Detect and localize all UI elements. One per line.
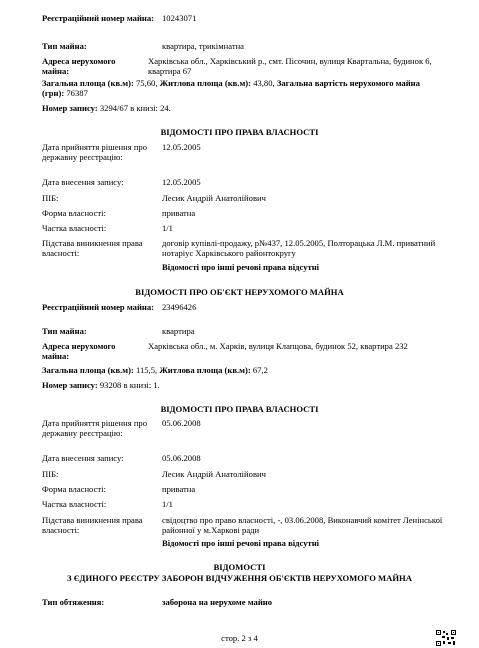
address-label: Адреса нерухомого майна: (42, 56, 116, 76)
reg-number-label-2: Реєстраційний номер майна: (42, 302, 155, 312)
ownership-share-value-2: 1/1 (162, 499, 173, 509)
ownership-form-label-2: Форма власності: (42, 484, 106, 494)
living-area-label: Житлова площа (кв.м): (159, 78, 252, 88)
object-heading: ВІДОМОСТІ ПРО ОБ'ЄКТ НЕРУХОМОГО МАЙНА (135, 287, 344, 297)
ban-heading-line1: ВІДОМОСТІ (213, 562, 266, 572)
total-area-value: 75,60, (135, 78, 158, 88)
qr-code-icon (436, 630, 456, 646)
total-area-label-2: Загальна площа (кв.м): (42, 365, 134, 375)
property-type-label: Тип майна: (42, 41, 87, 51)
property-type-value-2: квартира (162, 326, 195, 336)
decision-date-value-2: 05.06.2008 (162, 418, 201, 428)
ban-heading-line2: З ЄДИНОГО РЕЄСТРУ ЗАБОРОН ВІДЧУЖЕННЯ ОБ'ЄКТІВ НЕРУХОМОГО МАЙНА (67, 573, 412, 583)
ownership-form-value: приватна (162, 208, 196, 218)
total-area-value-2: 115,5, (135, 365, 158, 375)
property-type-label-2: Тип майна: (42, 326, 87, 336)
address-value-2: Харківська обл., м. Харків, вулиця Клапцова, будинок 52, квартира 232 (148, 341, 408, 351)
ownership-share-value: 1/1 (162, 223, 173, 233)
area-line-2 (42, 366, 452, 376)
area-line (42, 79, 422, 99)
ownership-basis-label: Підстава виникнення права власності: (42, 238, 143, 258)
other-rights-note-2: Відомості про інші речові права відсутні (162, 538, 320, 548)
total-cost-value: 76387 (66, 87, 88, 98)
ownership-basis-value: договір купівлі-продажу, р№437, 12.05.2005, Полторацька Л.М. приватний нотаріус Харківського районтокругу (162, 238, 436, 258)
reg-number-label: Реєстраційний номер майна: (42, 13, 155, 23)
living-area-value-2: 67,2 (252, 365, 268, 375)
ownership-heading-2: ВІДОМОСТІ ПРО ПРАВА ВЛАСНОСТІ (160, 404, 319, 414)
record-number-value: 3294/67 в книзі: 24. (99, 103, 171, 113)
address-value: Харківська обл., Харківський р., смт. Пісочин, вулиця Квартальна, будинок 6, квартира 67 (148, 56, 432, 76)
record-number-line-2 (42, 381, 452, 391)
other-rights-note: Відомості про інші речові права відсутні (162, 262, 320, 272)
owner-label: ПІБ: (42, 193, 59, 203)
ownership-basis-value-2: свідоцтво про право власності, -, 03.06.2008, Виконавчий комітет Ленінської районної у м.Харкові ради (162, 515, 443, 535)
record-number-line (42, 104, 452, 114)
reg-number-value: 10243071 (162, 13, 197, 23)
entry-date-label: Дата внесення запису: (42, 177, 124, 187)
entry-date-label-2: Дата внесення запису: (42, 453, 124, 463)
ownership-form-label: Форма власності: (42, 208, 106, 218)
record-number-label-2: Номер запису: (42, 380, 98, 390)
total-area-label: Загальна площа (кв.м): (42, 78, 134, 88)
property-type-value: квартира, трикімнатна (162, 41, 244, 51)
ownership-share-label: Частка власності: (42, 223, 107, 233)
ownership-share-label-2: Частка власності: (42, 499, 107, 509)
owner-label-2: ПІБ: (42, 469, 59, 479)
decision-date-label-2: Дата прийняття рішення про державну реєстрацію: (42, 418, 148, 438)
living-area-label-2: Житлова площа (кв.м): (159, 365, 251, 375)
owner-value: Лесик Андрій Анатолійович (162, 193, 266, 203)
record-number-label: Номер запису: (42, 103, 98, 113)
entry-date-value: 12.05.2005 (162, 177, 201, 187)
page-number: стор. 2 з 4 (221, 633, 258, 643)
ownership-heading: ВІДОМОСТІ ПРО ПРАВА ВЛАСНОСТІ (160, 127, 319, 137)
total-cost-label: Загальна вартість нерухомого майна (грн): (42, 78, 420, 98)
living-area-value: 43,80, (253, 78, 275, 88)
record-number-value-2: 93208 в книзі: 1. (99, 380, 160, 390)
encumbrance-type-label: Тип обтяження: (42, 597, 105, 607)
decision-date-label: Дата прийняття рішення про державну реєстрацію: (42, 142, 148, 162)
owner-value-2: Лесик Андрій Анатолійович (162, 469, 266, 479)
decision-date-value: 12.05.2005 (162, 142, 201, 152)
ownership-basis-label-2: Підстава виникнення права власності: (42, 515, 143, 535)
entry-date-value-2: 05.06.2008 (162, 453, 201, 463)
address-label-2: Адреса нерухомого майна: (42, 341, 116, 361)
encumbrance-type-value: заборона на нерухоме майно (162, 597, 273, 607)
reg-number-value-2: 23496426 (162, 302, 197, 312)
ownership-form-value-2: приватна (162, 484, 196, 494)
